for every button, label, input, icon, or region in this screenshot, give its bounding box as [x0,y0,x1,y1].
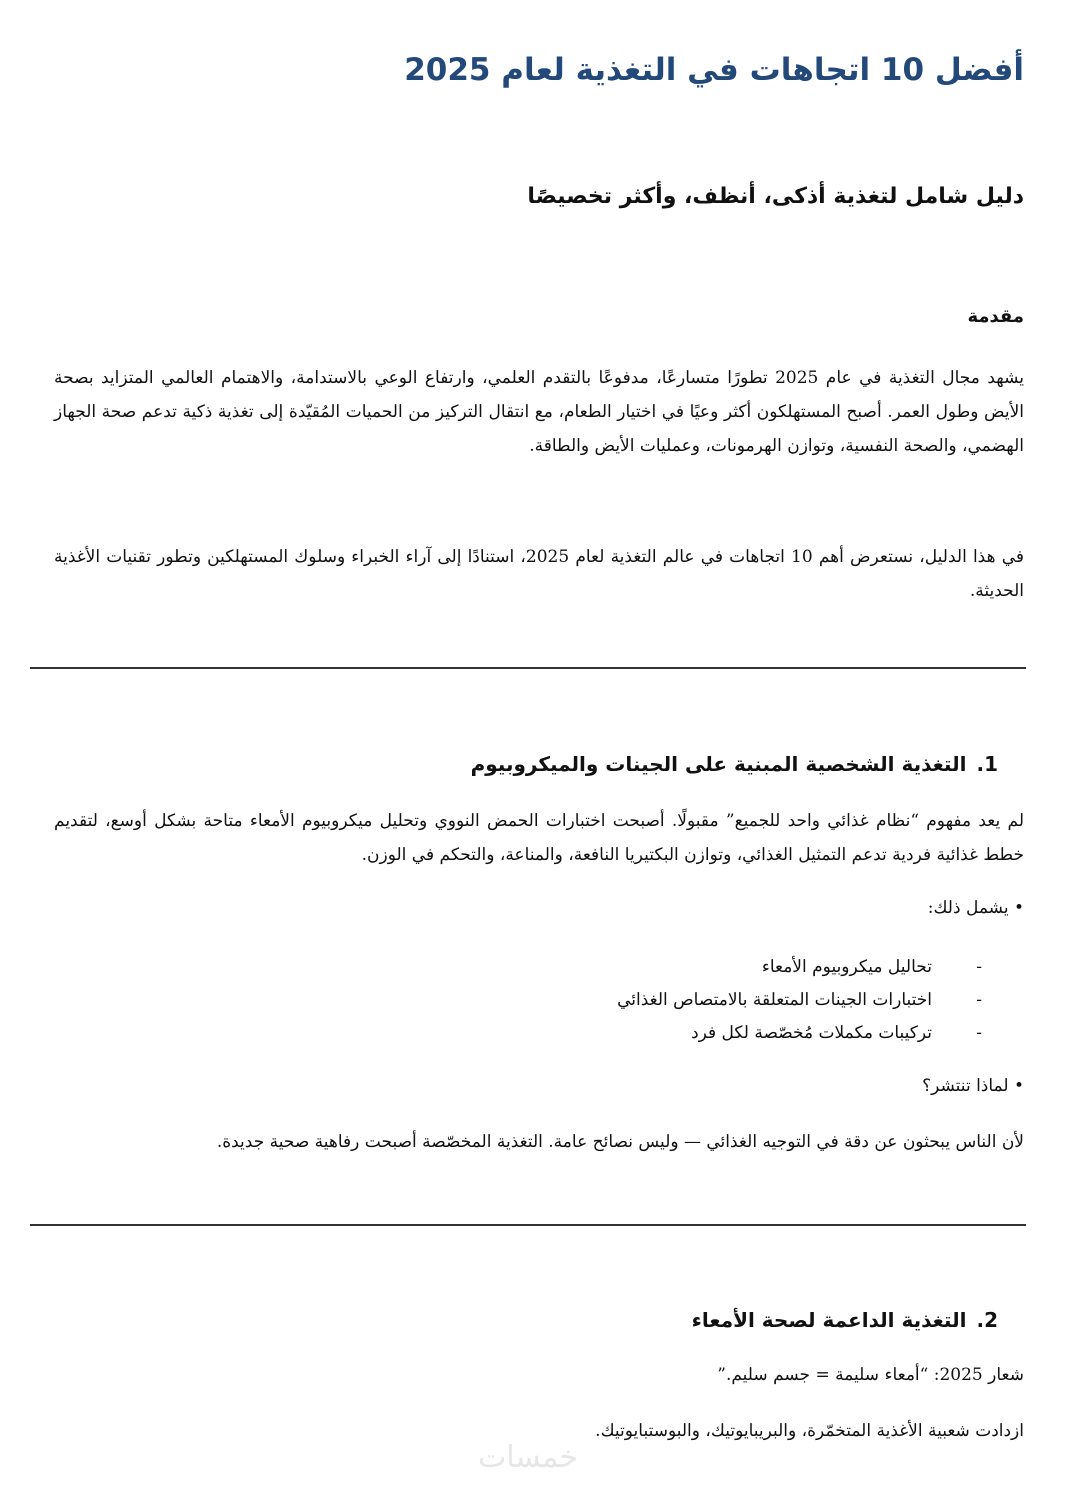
list-item-text: اختبارات الجينات المتعلقة بالامتصاص الغذائي [617,989,932,1010]
list-item [617,983,982,1016]
includes-label: • يشمل ذلك: [927,898,1024,918]
list-item [617,950,982,983]
section-2-number: 2. [976,1308,998,1332]
dash-marker: - [976,956,982,977]
intro-heading: مقدمة [967,306,1024,327]
section-2-heading [692,1308,998,1332]
section-2-title: التغذية الداعمة لصحة الأمعاء [691,1308,967,1332]
section-divider [30,1224,1026,1226]
watermark-logo: خمسات [478,1440,579,1475]
section-1-title: التغذية الشخصية المبنية على الجينات والميكروبيوم [470,752,967,776]
list-item-text: تحاليل ميكروبيوم الأمعاء [761,956,932,977]
section-2-line: ازدادت شعبية الأغذية المتخمّرة، والبريبايوتيك، والبوستبايوتيك. [595,1421,1024,1441]
list-item [617,1016,982,1049]
section-1-heading [471,752,998,776]
document-subtitle: دليل شامل لتغذية أذكى، أنظف، وأكثر تخصيصًا [527,184,1024,209]
why-text: لأن الناس يبحثون عن دقة في التوجيه الغذائي — وليس نصائح عامة. التغذية المخصّصة أصبحت رفاهية صحية جديدة. [216,1132,1024,1152]
intro-paragraph-2: في هذا الدليل، نستعرض أهم 10 اتجاهات في عالم التغذية لعام 2025، استنادًا إلى آراء الخبراء وسلوك المستهلكين وتطور تقنيات الأغذية الحديثة. [54,547,1024,601]
document-title: أفضل 10 اتجاهات في التغذية لعام 2025 [404,52,1024,88]
section-1-number: 1. [976,752,998,776]
dash-marker: - [976,989,982,1010]
section-1-paragraph: لم يعد مفهوم “نظام غذائي واحد للجميع” مقبولًا. أصبحت اختبارات الحمض النووي وتحليل ميكروبيوم الأمعاء متاحة بشكل أوسع، لتقديم خطط غذائية فردية تدعم التمثيل الغذائي، وتوازن البكتيريا النافعة، والمناعة، والتحكم في الوزن. [54,811,1024,865]
dash-marker: - [976,1022,982,1043]
intro-paragraph-1: يشهد مجال التغذية في عام 2025 تطورًا متسارعًا، مدفوعًا بالتقدم العلمي، وارتفاع الوعي بالاستدامة، والاهتمام العالمي المتزايد بصحة الأيض وطول العمر. أصبح المستهلكون أكثر وعيًا في اختيار الطعام، مع انتقال التركيز من الحميات المُقيّدة إلى تغذية ذكية تدعم صحة الجهاز الهضمي، والصحة النفسية، وتوازن الهرمونات، وعمليات الأيض والطاقة. [54,368,1024,456]
list-item-text: تركيبات مكملات مُخصّصة لكل فرد [691,1022,932,1043]
why-label: • لماذا تنتشر؟ [922,1076,1024,1096]
section-1-sublist [617,950,982,1049]
section-divider [30,667,1026,669]
section-2-slogan: شعار 2025: “أمعاء سليمة = جسم سليم.” [717,1365,1024,1385]
